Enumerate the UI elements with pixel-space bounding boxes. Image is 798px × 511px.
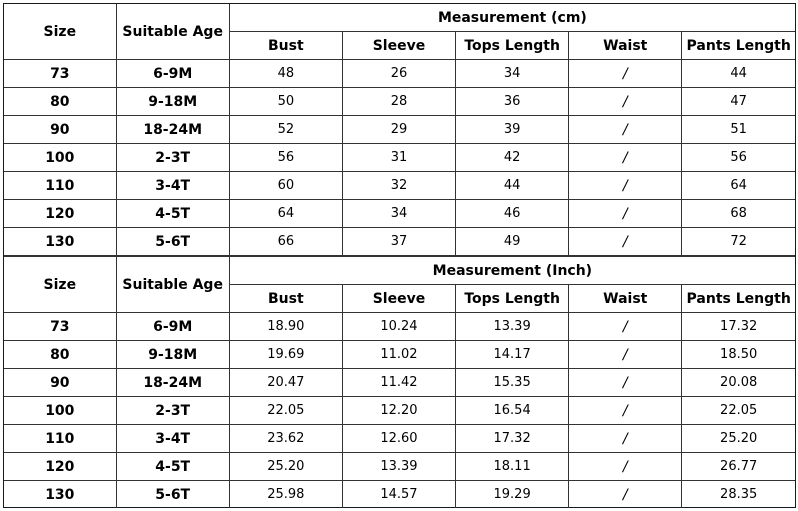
waist-cell: / [569, 172, 682, 200]
suitable-age-cell: 4-5T [116, 453, 229, 481]
bust-cell: 22.05 [229, 397, 342, 425]
suitable-age-cell: 3-4T [116, 172, 229, 200]
tops-length-cell: 14.17 [456, 341, 569, 369]
suitable-age-cell: 3-4T [116, 425, 229, 453]
size-cell: 110 [4, 425, 116, 453]
table-row [4, 200, 795, 228]
tops-length-header: Tops Length [456, 285, 569, 313]
sleeve-cell: 12.20 [342, 397, 455, 425]
pants-length-cell: 26.77 [682, 453, 795, 481]
sleeve-cell: 11.02 [342, 341, 455, 369]
bust-cell: 19.69 [229, 341, 342, 369]
pants-length-header: Pants Length [682, 285, 795, 313]
tops-length-header: Tops Length [456, 32, 569, 60]
suitable-age-cell: 2-3T [116, 397, 229, 425]
tops-length-cell: 39 [456, 116, 569, 144]
tops-length-cell: 16.54 [456, 397, 569, 425]
tops-length-cell: 19.29 [456, 481, 569, 509]
table-row [4, 369, 795, 397]
waist-cell: / [569, 228, 682, 256]
waist-cell: / [569, 313, 682, 341]
waist-cell: / [569, 60, 682, 88]
bust-cell: 52 [229, 116, 342, 144]
tops-length-cell: 46 [456, 200, 569, 228]
table-row [4, 228, 795, 256]
table-row [4, 341, 795, 369]
waist-header: Waist [569, 32, 682, 60]
bust-cell: 18.90 [229, 313, 342, 341]
waist-cell: / [569, 397, 682, 425]
bust-cell: 66 [229, 228, 342, 256]
table-row [4, 453, 795, 481]
waist-cell: / [569, 116, 682, 144]
size-cell: 120 [4, 453, 116, 481]
suitable-age-cell: 5-6T [116, 481, 229, 509]
table-row [4, 88, 795, 116]
sleeve-cell: 34 [342, 200, 455, 228]
sleeve-cell: 31 [342, 144, 455, 172]
suitable-age-cell: 5-6T [116, 228, 229, 256]
tops-length-cell: 13.39 [456, 313, 569, 341]
suitable-age-cell: 2-3T [116, 144, 229, 172]
size-cell: 73 [4, 313, 116, 341]
table-row [4, 116, 795, 144]
table-row [4, 481, 795, 509]
size-chart [3, 3, 796, 508]
suitable-age-cell: 6-9M [116, 313, 229, 341]
suitable-age-cell: 4-5T [116, 200, 229, 228]
sleeve-cell: 11.42 [342, 369, 455, 397]
pants-length-cell: 28.35 [682, 481, 795, 509]
bust-cell: 60 [229, 172, 342, 200]
size-cell: 100 [4, 397, 116, 425]
bust-header: Bust [229, 285, 342, 313]
tops-length-cell: 44 [456, 172, 569, 200]
tops-length-cell: 36 [456, 88, 569, 116]
bust-header: Bust [229, 32, 342, 60]
waist-cell: / [569, 144, 682, 172]
suitable-age-cell: 18-24M [116, 116, 229, 144]
tops-length-cell: 49 [456, 228, 569, 256]
pants-length-cell: 44 [682, 60, 795, 88]
tops-length-cell: 18.11 [456, 453, 569, 481]
size-cell: 90 [4, 116, 116, 144]
size-header: Size [4, 257, 116, 313]
waist-cell: / [569, 481, 682, 509]
bust-cell: 50 [229, 88, 342, 116]
suitable-age-cell: 9-18M [116, 341, 229, 369]
tops-length-cell: 42 [456, 144, 569, 172]
suitable-age-cell: 6-9M [116, 60, 229, 88]
table-row [4, 60, 795, 88]
waist-cell: / [569, 425, 682, 453]
measurement-group-header: Measurement (cm) [229, 4, 795, 32]
waist-cell: / [569, 88, 682, 116]
pants-length-cell: 64 [682, 172, 795, 200]
size-cell: 110 [4, 172, 116, 200]
pants-length-cell: 18.50 [682, 341, 795, 369]
size-cell: 80 [4, 88, 116, 116]
bust-cell: 56 [229, 144, 342, 172]
bust-cell: 64 [229, 200, 342, 228]
size-cell: 130 [4, 228, 116, 256]
sleeve-cell: 37 [342, 228, 455, 256]
pants-length-cell: 51 [682, 116, 795, 144]
bust-cell: 48 [229, 60, 342, 88]
pants-length-cell: 22.05 [682, 397, 795, 425]
table-row [4, 313, 795, 341]
pants-length-header: Pants Length [682, 32, 795, 60]
size-cell: 90 [4, 369, 116, 397]
sleeve-header: Sleeve [342, 32, 455, 60]
size-header: Size [4, 4, 116, 60]
table-row [4, 172, 795, 200]
table-row [4, 397, 795, 425]
bust-cell: 20.47 [229, 369, 342, 397]
size-cell: 100 [4, 144, 116, 172]
waist-header: Waist [569, 285, 682, 313]
size-cell: 73 [4, 60, 116, 88]
bust-cell: 23.62 [229, 425, 342, 453]
size-cell: 120 [4, 200, 116, 228]
tops-length-cell: 34 [456, 60, 569, 88]
suitable-age-header: Suitable Age [116, 4, 229, 60]
tops-length-cell: 17.32 [456, 425, 569, 453]
bust-cell: 25.20 [229, 453, 342, 481]
sleeve-cell: 28 [342, 88, 455, 116]
measurement-group-header: Measurement (Inch) [229, 257, 795, 285]
sleeve-cell: 32 [342, 172, 455, 200]
sleeve-cell: 10.24 [342, 313, 455, 341]
size-cell: 130 [4, 481, 116, 509]
sleeve-cell: 13.39 [342, 453, 455, 481]
sleeve-cell: 14.57 [342, 481, 455, 509]
pants-length-cell: 72 [682, 228, 795, 256]
pants-length-cell: 20.08 [682, 369, 795, 397]
waist-cell: / [569, 341, 682, 369]
pants-length-cell: 56 [682, 144, 795, 172]
waist-cell: / [569, 200, 682, 228]
suitable-age-header: Suitable Age [116, 257, 229, 313]
bust-cell: 25.98 [229, 481, 342, 509]
suitable-age-cell: 9-18M [116, 88, 229, 116]
pants-length-cell: 47 [682, 88, 795, 116]
pants-length-cell: 25.20 [682, 425, 795, 453]
waist-cell: / [569, 453, 682, 481]
sleeve-cell: 29 [342, 116, 455, 144]
sleeve-cell: 12.60 [342, 425, 455, 453]
sleeve-cell: 26 [342, 60, 455, 88]
sleeve-header: Sleeve [342, 285, 455, 313]
table-row [4, 425, 795, 453]
pants-length-cell: 17.32 [682, 313, 795, 341]
table-row [4, 144, 795, 172]
waist-cell: / [569, 369, 682, 397]
size-table-cm [4, 4, 795, 256]
size-cell: 80 [4, 341, 116, 369]
size-table-inch [4, 256, 795, 508]
suitable-age-cell: 18-24M [116, 369, 229, 397]
tops-length-cell: 15.35 [456, 369, 569, 397]
pants-length-cell: 68 [682, 200, 795, 228]
